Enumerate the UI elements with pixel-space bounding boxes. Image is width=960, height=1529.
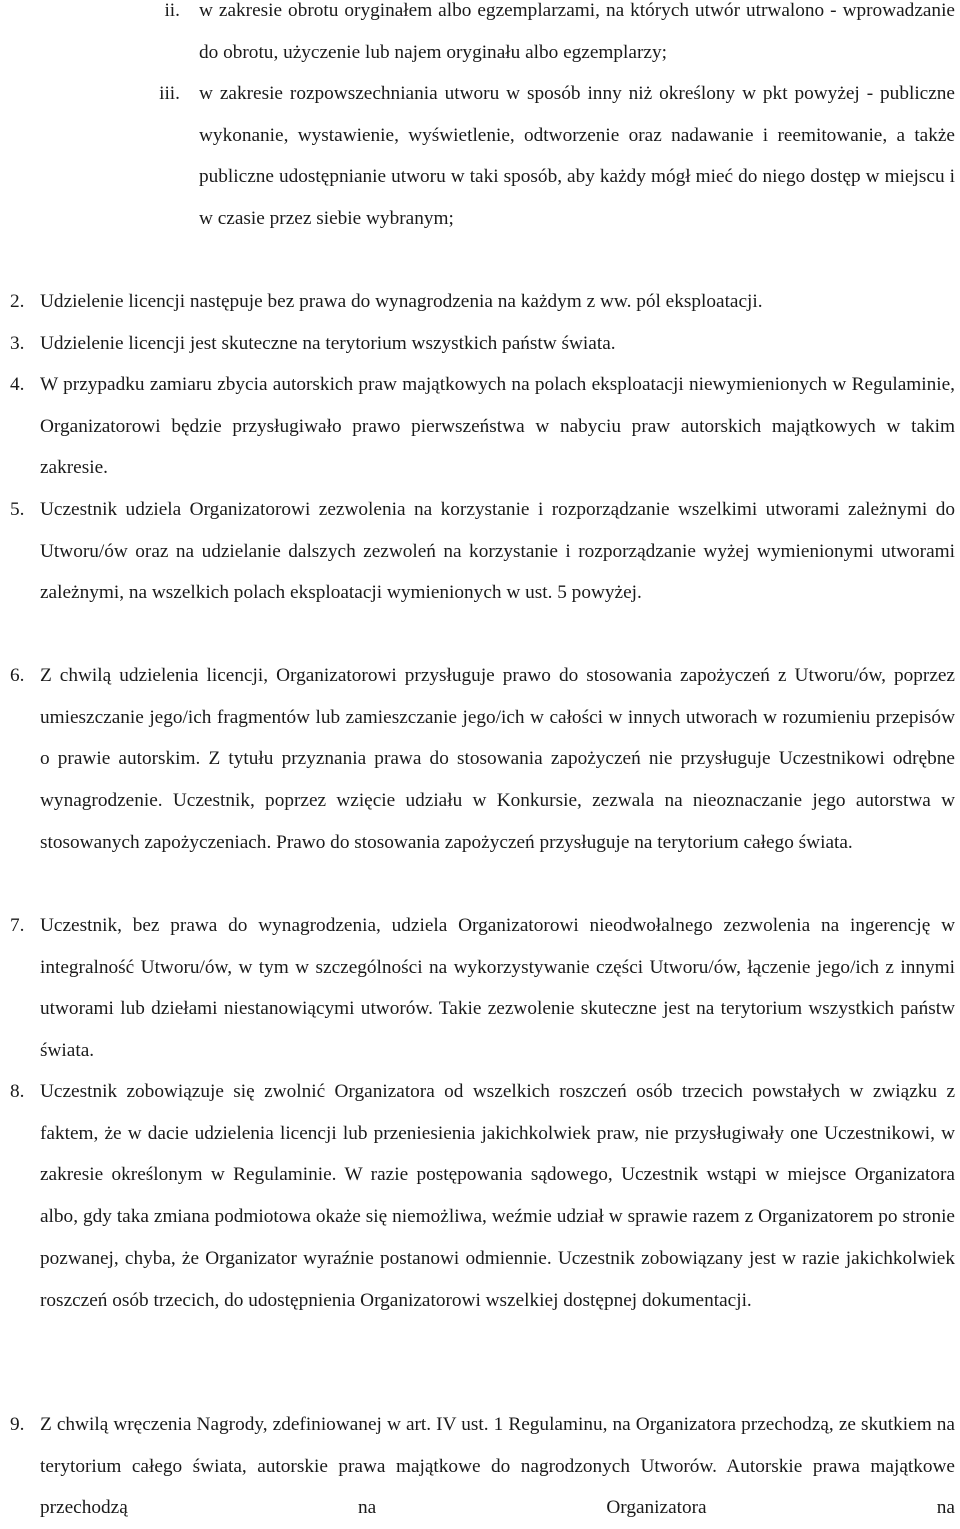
item-marker: 9. xyxy=(10,1414,25,1435)
item-marker: 4. xyxy=(10,374,25,395)
item-text: Z chwilą udzielenia licencji, Organizatorowi przysługuje prawo do stosowania zapożyczeń z Utworu/ów, poprzez umieszczanie jego/ich fragmentów lub zamieszczanie jego/ich w całości w innych utworach w rozumieniu przepisów o prawie autorskim. Z tytułu przyznania prawa do stosowania zapożyczeń nie przysługuje Uczestnikowi odrębne wynagrodzenie. Uczestnik, poprzez wzięcie udziału w Konkursie, zezwala na nieoznaczanie jego autorstwa w stosowanych zapożyczeniach. Prawo do stosowania zapożyczeń przysługuje na terytorium całego świata. xyxy=(40,665,955,853)
item-text: Z chwilą wręczenia Nagrody, zdefiniowanej w art. IV ust. 1 Regulaminu, na Organizatora przechodzą, ze skutkiem na terytorium całego świata, autorskie prawa majątkowe do nagrodzonych Utworów. Autorskie prawa majątkowe przechodzą na Organizatora na xyxy=(40,1414,955,1519)
item-marker: 5. xyxy=(10,499,25,520)
item-text: W przypadku zamiaru zbycia autorskich praw majątkowych na polach eksploatacji niewymienionych w Regulaminie, Organizatorowi będzie przysługiwało prawo pierwszeństwa w nabyciu praw autorskich majątkowych w takim zakresie. xyxy=(40,374,955,479)
subitem-text: w zakresie rozpowszechniania utworu w sposób inny niż określony w pkt powyżej - publiczne wykonanie, wystawienie, wyświetlenie, odtworzenie oraz nadawanie i reemitowanie, a także publiczne udostępnianie utworu w taki sposób, aby każdy mógł mieć do niego dostęp w miejscu i w czasie przez siebie wybranym; xyxy=(199,83,955,230)
item-marker: 6. xyxy=(10,665,25,686)
item-text: Uczestnik udziela Organizatorowi zezwolenia na korzystanie i rozporządzanie wszelkimi utworami zależnymi do Utworu/ów oraz na udzielanie dalszych zezwoleń na korzystanie i rozporządzanie wyżej wymienionymi utworami zależnymi, na wszelkich polach eksploatacji wymienionych w ust. 5 powyżej. xyxy=(40,499,955,604)
subitem-marker: ii. xyxy=(164,0,180,21)
item-text: Uczestnik zobowiązuje się zwolnić Organizatora od wszelkich roszczeń osób trzecich powstałych w związku z faktem, że w dacie udzielenia licencji lub przeniesienia jakichkolwiek praw, nie przysługiwały one Uczestnikowi, w zakresie określonym w Regulaminie. W razie postępowania sądowego, Uczestnik wstąpi w miejsce Organizatora albo, gdy taka zmiana podmiotowa okaże się niemożliwa, weźmie udział w sprawie razem z Organizatorem po stronie pozwanej, chyba, że Organizator wyraźnie postanowi odmiennie. Uczestnik zobowiązany jest w razie jakichkolwiek roszczeń osób trzecich, do udostępnienia Organizatorowi wszelkiej dostępnej dokumentacji. xyxy=(40,1081,955,1311)
item-text: Uczestnik, bez prawa do wynagrodzenia, udziela Organizatorowi nieodwołalnego zezwolenia na ingerencję w integralność Utworu/ów, w tym w szczególności na wykorzystywanie części Utworu/ów, łączenie jego/ich z innymi utworami lub dziełami niestanowiącymi utworów. Takie zezwolenie skuteczne jest na terytorium wszystkich państw świata. xyxy=(40,915,955,1062)
item-text: Udzielenie licencji następuje bez prawa do wynagrodzenia na każdym z ww. pól eksploatacji. xyxy=(40,291,763,312)
item-marker: 8. xyxy=(10,1081,25,1102)
item-marker: 7. xyxy=(10,915,25,936)
subitem-marker: iii. xyxy=(159,83,180,104)
item-marker: 3. xyxy=(10,333,25,354)
subitem-text: w zakresie obrotu oryginałem albo egzemplarzami, na których utwór utrwalono - wprowadzanie do obrotu, użyczenie lub najem oryginału albo egzemplarzy; xyxy=(199,0,955,63)
item-text: Udzielenie licencji jest skuteczne na terytorium wszystkich państw świata. xyxy=(40,333,616,354)
item-marker: 2. xyxy=(10,291,25,312)
